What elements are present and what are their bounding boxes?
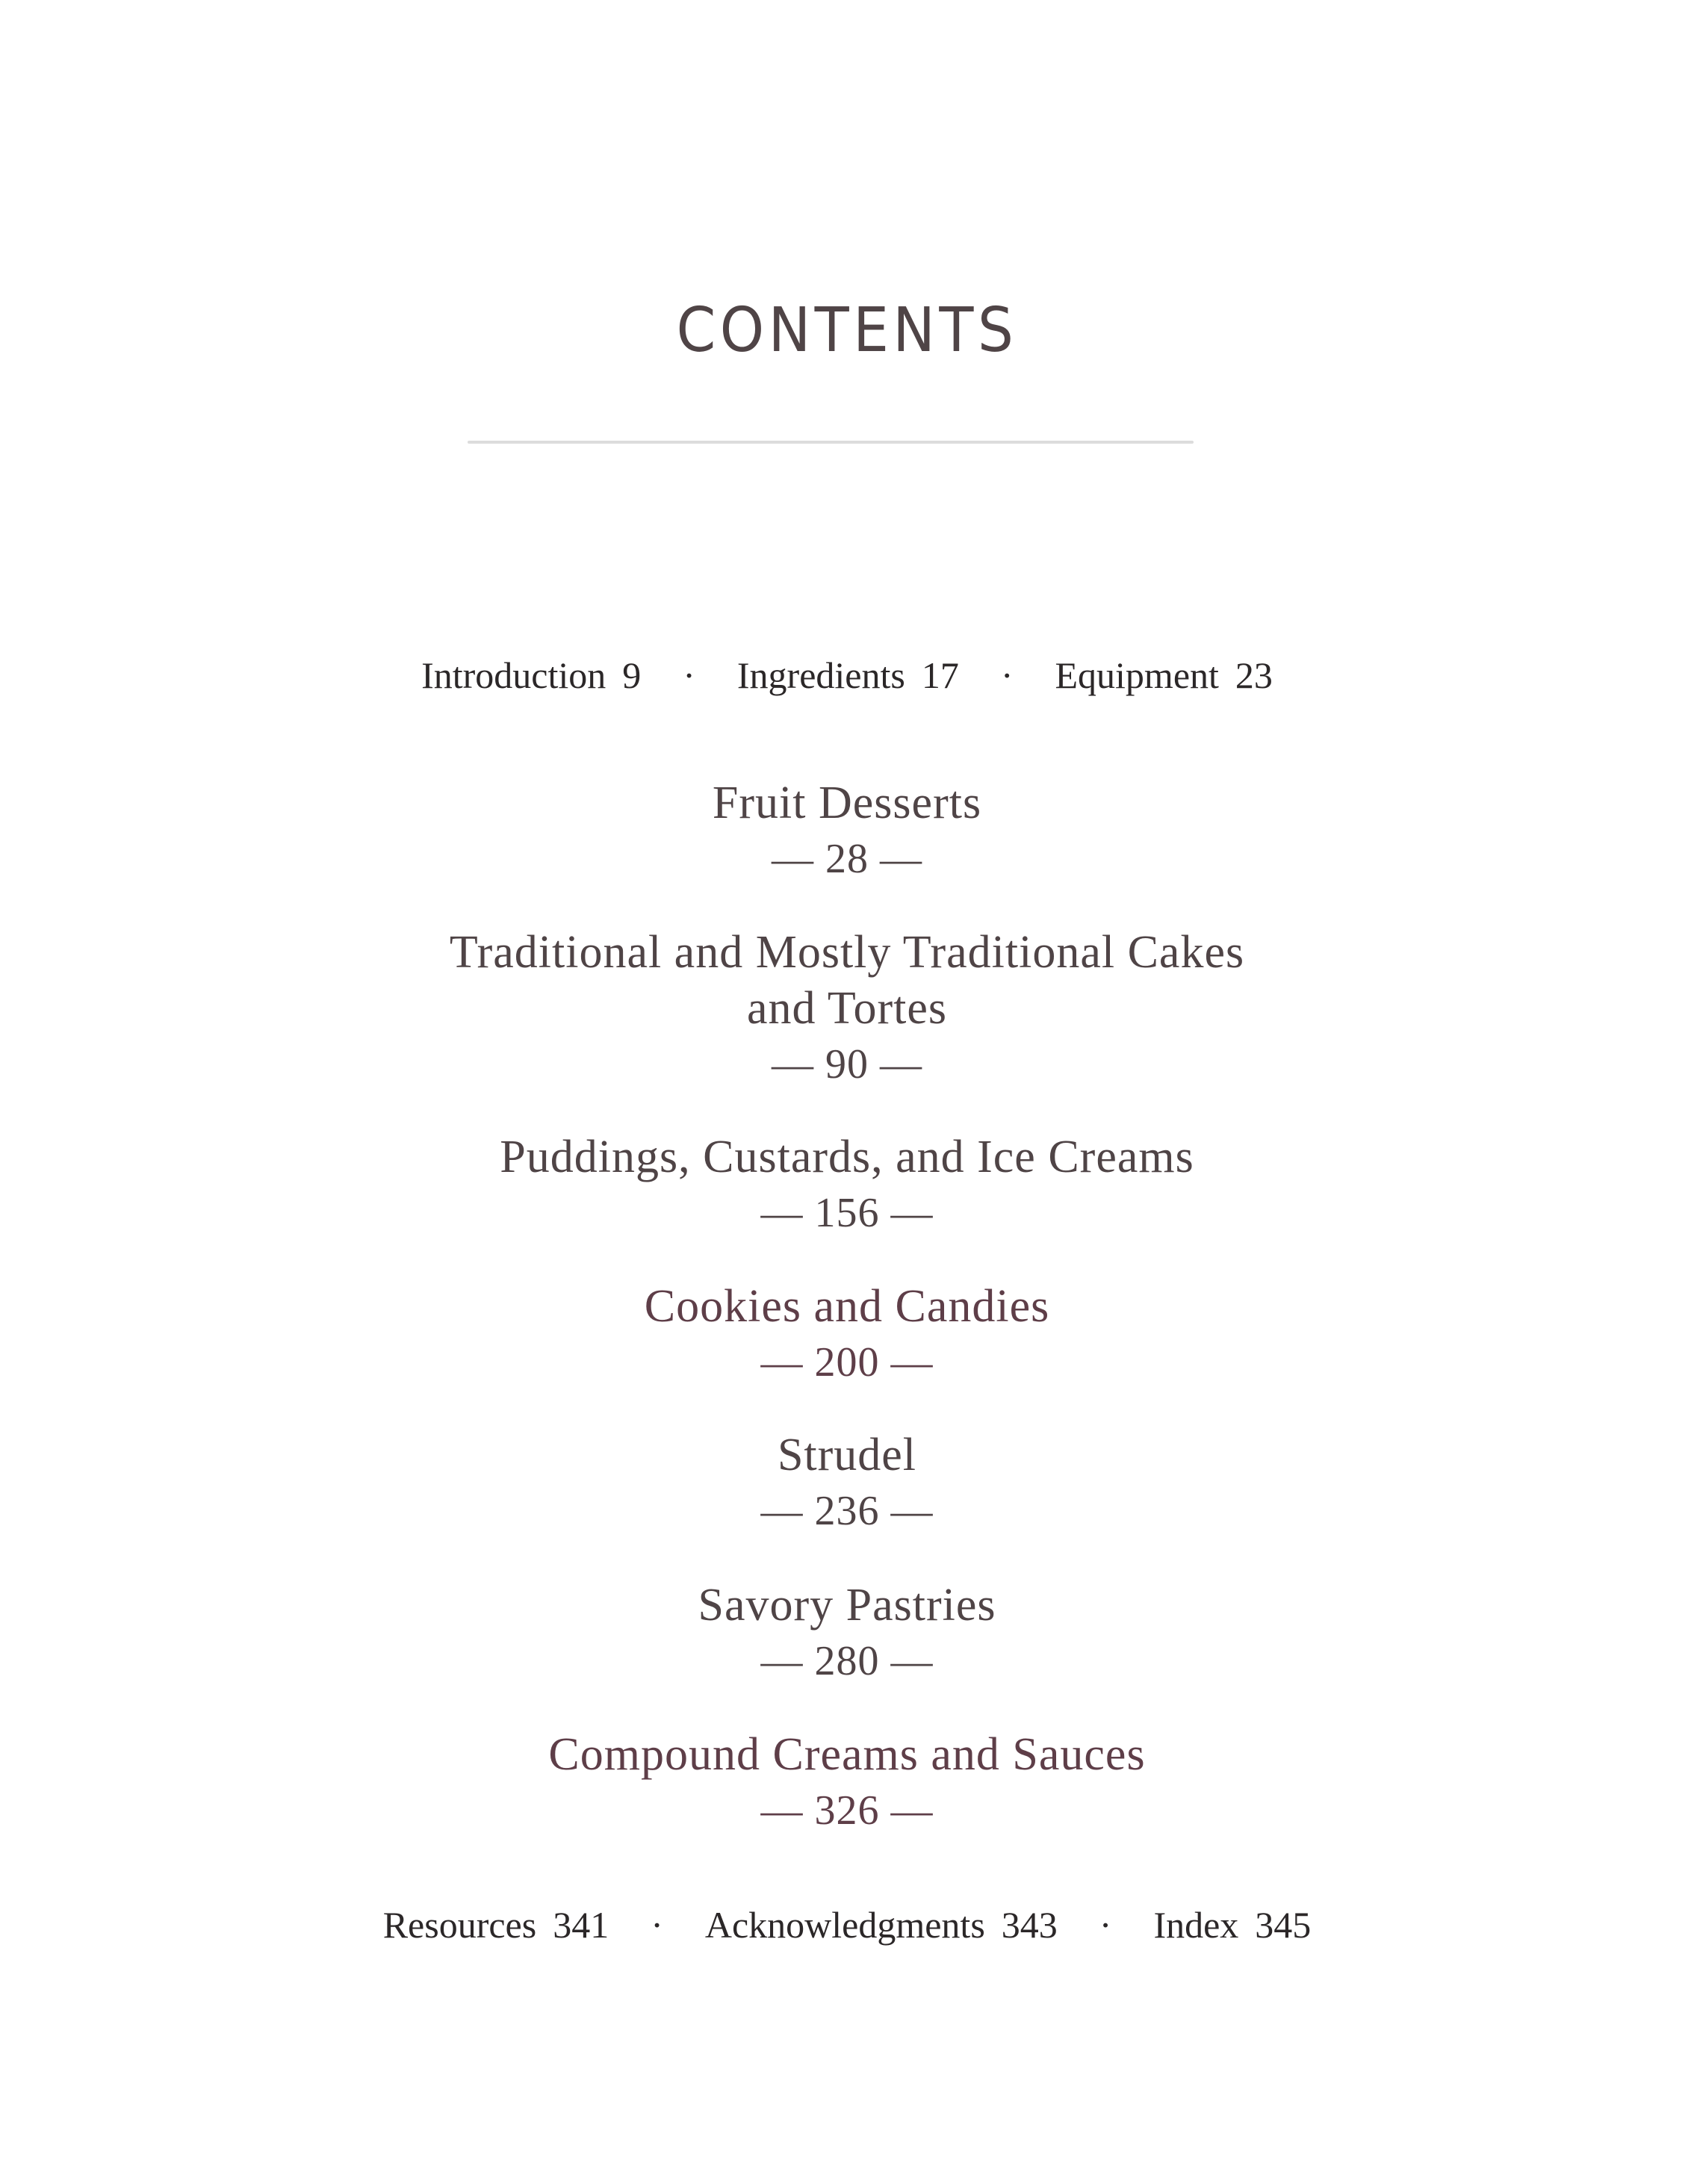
separator-dot: · bbox=[651, 1904, 663, 1946]
section-page: — 326 — bbox=[760, 1787, 934, 1834]
entry-label: Index bbox=[1153, 1904, 1239, 1946]
section-page: — 90 — bbox=[772, 1041, 922, 1088]
toc-entry-index[interactable] bbox=[1153, 1903, 1311, 1946]
separator-dot: · bbox=[683, 654, 695, 696]
page-title: CONTENTS bbox=[676, 295, 1018, 366]
section-title-line-1: Traditional and Mostly Traditional Cakes bbox=[449, 927, 1245, 978]
section-title: Compound Creams and Sauces bbox=[548, 1729, 1146, 1780]
toc-entry-equipment[interactable] bbox=[1055, 654, 1273, 697]
entry-page: 9 bbox=[622, 654, 642, 696]
back-matter-row bbox=[0, 1903, 1694, 1946]
toc-entry-ingredients[interactable] bbox=[737, 654, 959, 697]
entry-page: 341 bbox=[553, 1904, 609, 1946]
toc-section-savory-pastries[interactable] bbox=[0, 1577, 1694, 1690]
toc-section-cakes-and-tortes[interactable] bbox=[0, 925, 1694, 1093]
section-title: Savory Pastries bbox=[698, 1580, 996, 1631]
section-page: — 236 — bbox=[760, 1488, 934, 1534]
entry-page: 17 bbox=[921, 654, 959, 696]
section-page: — 280 — bbox=[760, 1638, 934, 1684]
toc-section-fruit-desserts[interactable] bbox=[0, 775, 1694, 887]
toc-entry-acknowledgments[interactable] bbox=[705, 1903, 1058, 1946]
section-page: — 156 — bbox=[760, 1190, 934, 1236]
toc-section-puddings[interactable] bbox=[0, 1129, 1694, 1241]
toc-entry-resources[interactable] bbox=[383, 1903, 609, 1946]
section-page: — 28 — bbox=[772, 836, 922, 882]
entry-page: 345 bbox=[1255, 1904, 1312, 1946]
entry-label: Acknowledgments bbox=[704, 1904, 985, 1946]
toc-section-compound-creams[interactable] bbox=[0, 1727, 1694, 1839]
title-divider bbox=[468, 441, 1194, 444]
entry-page: 343 bbox=[1001, 1904, 1058, 1946]
entry-label: Introduction bbox=[421, 654, 606, 696]
toc-section-strudel[interactable] bbox=[0, 1427, 1694, 1539]
entry-label: Resources bbox=[382, 1904, 537, 1946]
section-title: Fruit Desserts bbox=[712, 778, 982, 828]
section-title: Strudel bbox=[777, 1430, 917, 1480]
section-title-line-2: and Tortes bbox=[747, 983, 947, 1034]
section-page: — 200 — bbox=[760, 1339, 934, 1386]
entry-label: Equipment bbox=[1055, 654, 1219, 696]
front-matter-row bbox=[0, 654, 1694, 697]
entry-label: Ingredients bbox=[736, 654, 905, 696]
entry-page: 23 bbox=[1235, 654, 1273, 696]
section-title: Puddings, Custards, and Ice Creams bbox=[500, 1132, 1194, 1182]
section-title: Cookies and Candies bbox=[644, 1281, 1050, 1332]
separator-dot: · bbox=[1000, 654, 1014, 696]
separator-dot: · bbox=[1099, 1904, 1112, 1946]
toc-section-cookies-and-candies[interactable] bbox=[0, 1279, 1694, 1391]
toc-entry-introduction[interactable] bbox=[421, 654, 641, 697]
